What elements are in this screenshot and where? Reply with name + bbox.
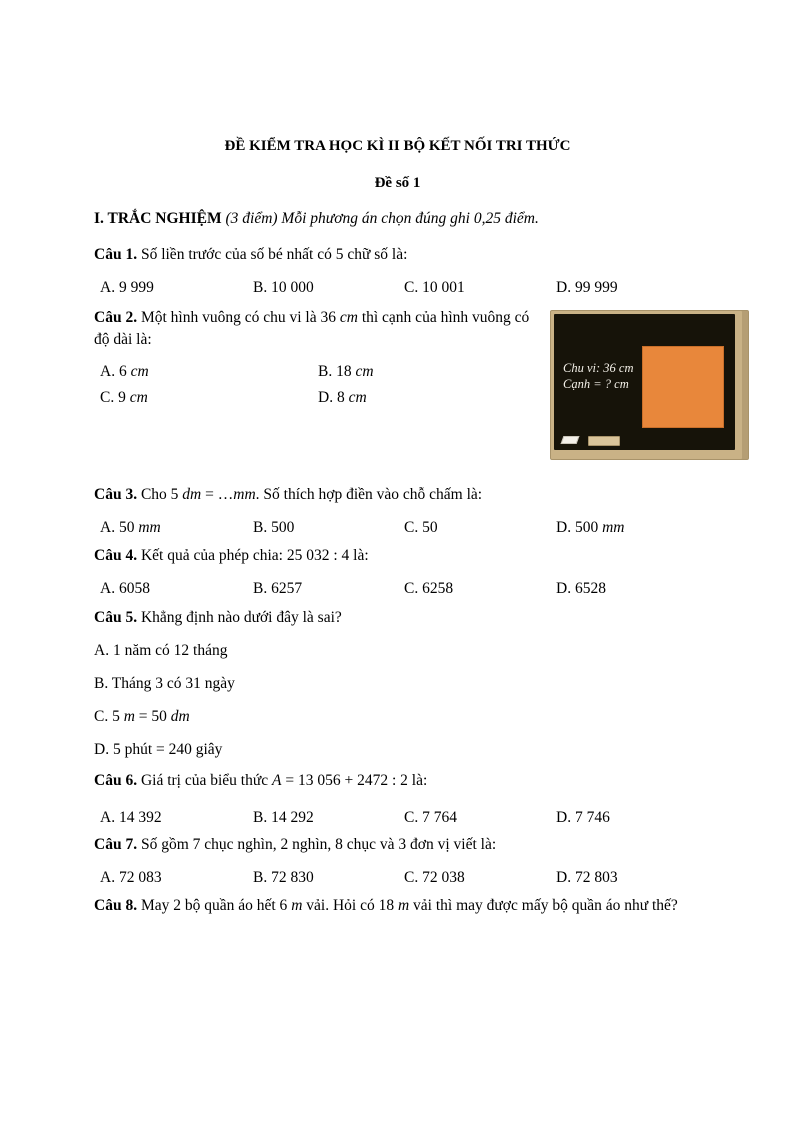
- option-4d: D. 6528: [556, 580, 606, 597]
- question-6: [94, 770, 701, 792]
- option-2d: D. 8 cm: [318, 389, 367, 406]
- option-4a: A. 6058: [100, 580, 150, 597]
- option-4c: C. 6258: [404, 580, 454, 597]
- option-5b: B. Tháng 3 có 31 ngày: [94, 675, 235, 692]
- blackboard: [554, 314, 735, 450]
- option-5d: D. 5 phút = 240 giây: [94, 741, 223, 758]
- question-6-text: Giá trị của biểu thức A = 13 056 + 2472 : 2 là:: [137, 772, 428, 789]
- exam-content: [94, 135, 701, 917]
- question-3: [94, 484, 701, 506]
- option-4b: B. 6257: [253, 580, 303, 597]
- option-2c: C. 9 cm: [100, 389, 148, 406]
- question-8-label: Câu 8.: [94, 897, 138, 914]
- question-8-text: May 2 bộ quần áo hết 6 m vải. Hỏi có 18 m vải thì may được mấy bộ quần áo như thế?: [137, 897, 678, 914]
- question-6-options: [94, 807, 701, 829]
- option-1b: B. 10 000: [253, 279, 314, 296]
- question-2-text: Một hình vuông có chu vi là 36 cm thì cạnh của hình vuông có độ dài là:: [94, 309, 530, 348]
- option-6a: A. 14 392: [100, 809, 162, 826]
- orange-square-shape: [642, 346, 724, 428]
- question-6-label: Câu 6.: [94, 772, 138, 789]
- option-6d: D. 7 746: [556, 809, 610, 826]
- question-2: [94, 307, 539, 351]
- option-2b: B. 18 cm: [318, 363, 374, 380]
- blackboard-line-perimeter: Chu vi: 36 cm: [563, 361, 634, 375]
- blackboard-figure: [550, 310, 749, 460]
- question-7-label: Câu 7.: [94, 836, 138, 853]
- option-2a: A. 6 cm: [100, 363, 149, 380]
- option-3d: D. 500 mm: [556, 519, 625, 536]
- option-3c: C. 50: [404, 519, 438, 536]
- blackboard-text: [563, 360, 633, 392]
- question-3-text: Cho 5 dm = …mm. Số thích hợp điền vào chỗ chấm là:: [137, 486, 483, 503]
- question-3-options: [94, 517, 701, 539]
- document-title: ĐỀ KIỂM TRA HỌC KÌ II BỘ KẾT NỐI TRI THỨC: [224, 138, 571, 154]
- option-7b: B. 72 830: [253, 869, 314, 886]
- question-5-text: Khẳng định nào dưới đây là sai?: [137, 609, 342, 626]
- option-7c: C. 72 038: [404, 869, 465, 886]
- question-4-label: Câu 4.: [94, 547, 138, 564]
- section-note: (3 điểm) Mỗi phương án chọn đúng ghi 0,25 điểm.: [221, 210, 539, 227]
- question-1-text: Số liền trước của số bé nhất có 5 chữ số là:: [137, 246, 408, 263]
- document-subtitle: Đề số 1: [374, 175, 421, 191]
- chalk-tray: [560, 434, 640, 446]
- question-4: [94, 545, 701, 567]
- option-5a: A. 1 năm có 12 tháng: [94, 642, 228, 659]
- option-3b: B. 500: [253, 519, 295, 536]
- option-1d: D. 99 999: [556, 279, 618, 296]
- question-1-label: Câu 1.: [94, 246, 138, 263]
- eraser-icon: [588, 436, 620, 446]
- section-heading-line: [94, 208, 701, 230]
- option-6c: C. 7 764: [404, 809, 457, 826]
- question-4-text: Kết quả của phép chia: 25 032 : 4 là:: [137, 547, 369, 564]
- option-3a: A. 50 mm: [100, 519, 161, 536]
- question-2-label: Câu 2.: [94, 309, 138, 326]
- question-1: [94, 244, 701, 266]
- question-5: [94, 607, 701, 629]
- option-1c: C. 10 001: [404, 279, 465, 296]
- option-7a: A. 72 083: [100, 869, 162, 886]
- option-5c: C. 5 m = 50 dm: [94, 708, 190, 725]
- question-3-label: Câu 3.: [94, 486, 138, 503]
- question-8: [94, 895, 701, 917]
- chalk-icon: [561, 436, 580, 444]
- question-5-label: Câu 5.: [94, 609, 138, 626]
- question-4-options: [94, 578, 701, 600]
- option-7d: D. 72 803: [556, 869, 618, 886]
- question-7-options: [94, 867, 701, 889]
- question-7-text: Số gồm 7 chục nghìn, 2 nghìn, 8 chục và 3 đơn vị viết là:: [137, 836, 497, 853]
- option-6b: B. 14 292: [253, 809, 314, 826]
- section-heading: I. TRẮC NGHIỆM: [94, 210, 222, 227]
- question-7: [94, 834, 701, 856]
- option-1a: A. 9 999: [100, 279, 154, 296]
- blackboard-line-side: Cạnh = ? cm: [563, 377, 629, 391]
- question-1-options: [94, 277, 701, 299]
